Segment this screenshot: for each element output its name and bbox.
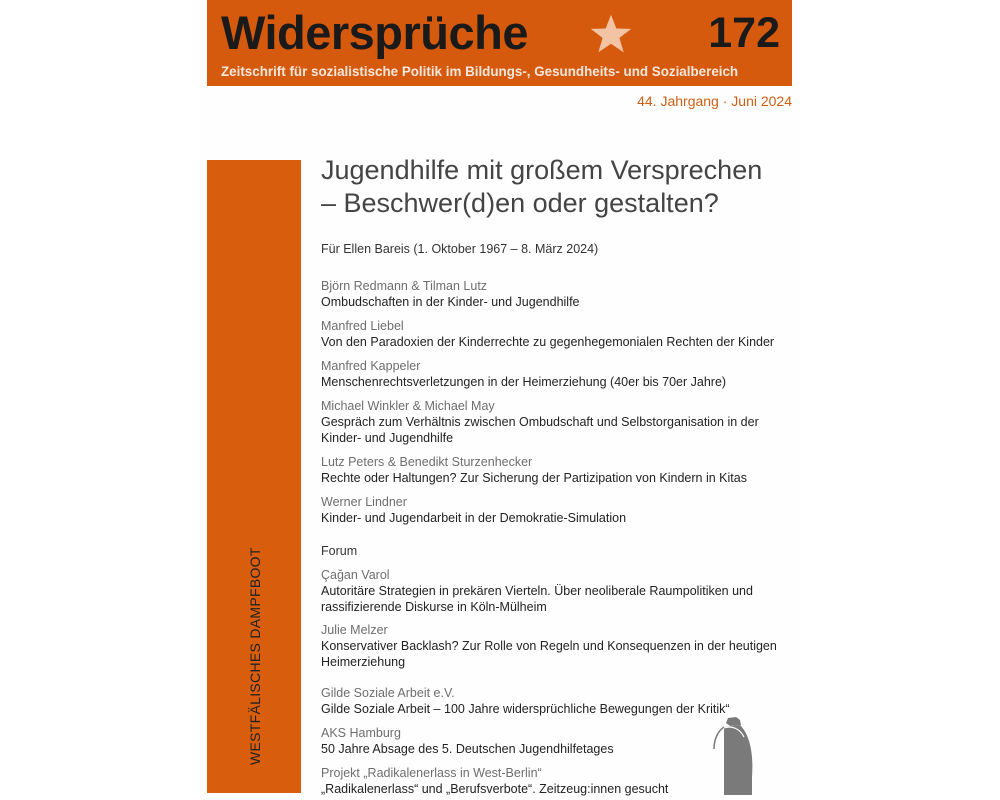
forum-author: Çağan Varol [321,568,390,582]
toc-entry [321,454,791,486]
toc-entry [321,318,791,350]
toc-author: Michael Winkler & Michael May [321,399,495,413]
steamboat-icon [710,715,755,795]
toc-entry [321,494,791,526]
forum-author: Gilde Soziale Arbeit e.V. [321,686,455,700]
forum-entry [321,622,791,670]
toc-title: Ombudschaften in der Kinder- und Jugendhilfe [321,295,580,309]
toc-title: Menschenrechtsverletzungen in der Heimerziehung (40er bis 70er Jahre) [321,375,727,389]
forum-title: 50 Jahre Absage des 5. Deutschen Jugendhilfetages [321,742,614,756]
forum-heading: Forum [321,544,358,558]
forum-author: AKS Hamburg [321,726,401,740]
toc-entry [321,278,791,310]
forum-title: Autoritäre Strategien in prekären Vierteln. Über neoliberale Raumpolitiken und rassifizierende Diskurse in Köln-Mülheim [321,584,753,614]
issue-number: 172 [708,9,780,57]
toc-author: Lutz Peters & Benedikt Sturzenhecker [321,455,533,469]
forum-entry [321,725,711,757]
dedication: Für Ellen Bareis (1. Oktober 1967 – 8. März 2024) [321,242,599,256]
forum-title: Gilde Soziale Arbeit – 100 Jahre widersprüchliche Bewegungen der Kritik“ [321,702,730,716]
toc-entry [321,358,791,390]
issue-title-line1: Jugendhilfe mit großem Versprechen [321,155,763,185]
masthead-banner [207,0,792,86]
forum-author: Julie Melzer [321,623,388,637]
toc-title: Von den Paradoxien der Kinderrechte zu gegenhegemonialen Rechten der Kinder [321,335,775,349]
forum-entry [321,567,791,615]
toc-title: Rechte oder Haltungen? Zur Sicherung der Partizipation von Kindern in Kitas [321,471,747,485]
issue-title-line2: – Beschwer(d)en oder gestalten? [321,188,719,218]
toc-author: Björn Redmann & Tilman Lutz [321,279,488,293]
forum-entry [321,765,711,797]
forum-author: Projekt „Radikalenerlass in West-Berlin“ [321,766,542,780]
issue-title [321,154,791,220]
journal-subtitle: Zeitschrift für sozialistische Politik im Bildungs-, Gesundheits- und Sozialbereich [221,64,739,79]
forum-title: Konservativer Backlash? Zur Rolle von Regeln und Konsequenzen in der heutigen Heimerziehung [321,639,777,669]
toc-author: Manfred Liebel [321,319,404,333]
toc-title: Kinder- und Jugendarbeit in der Demokratie-Simulation [321,511,627,525]
publisher-name: WESTFÄLISCHES DAMPFBOOT [247,547,263,765]
toc-title: Gespräch zum Verhältnis zwischen Ombudschaft und Selbstorganisation in der Kinder- und Jugendhilfe [321,415,759,445]
forum-title: „Radikalenerlass“ und „Berufsverbote“. Zeitzeug:innen gesucht [321,782,669,796]
toc-entry [321,398,791,446]
toc-author: Manfred Kappeler [321,359,421,373]
toc-author: Werner Lindner [321,495,407,509]
star-icon [589,12,633,56]
volume-date: 44. Jahrgang · Juni 2024 [637,93,792,109]
journal-title: Widersprüche [221,6,528,59]
publisher-sidebar [207,160,301,793]
forum-entry [321,685,791,717]
